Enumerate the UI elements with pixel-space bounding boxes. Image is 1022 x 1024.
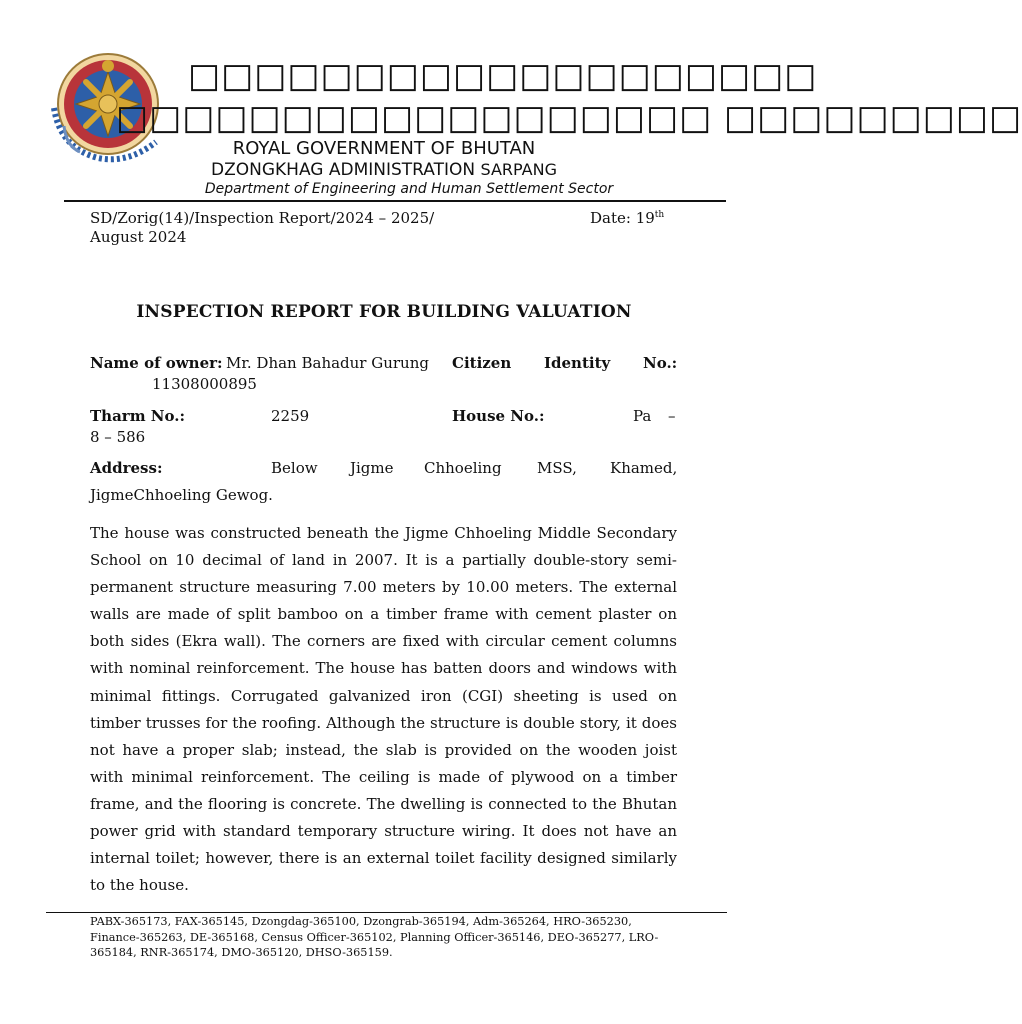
date-month-year: August 2024 <box>90 228 187 246</box>
date-label: Date: 19 <box>590 209 655 227</box>
address-word-3: Chhoeling <box>424 459 502 477</box>
building-description: The house was constructed beneath the Jigme Chhoeling Middle Secondary School on 10 decimal of land in 2007. It is a partially double-story semi-permanent structure measuring 7.00 meters by 10.00 meters. The external walls are made of split bamboo on a timber frame with cement plaster on both sides (Ekra wall). The corners are fixed with circular cement columns with nominal reinforcement. The house has batten doors and windows with minimal fittings. Corrugated galvanized iron (CGI) sheeting is used on timber trusses for the roofing. Although the structure is double story, it does not have a proper slab; instead, the slab is provided on the wooden joist with minimal reinforcement. The ceiling is made of plywood on a timber frame, and the flooring is concrete. The dwelling is connected to the Bhutan power grid with standard temporary structure wiring. It does not have an internal toilet; however, there is an external toilet facility designed similarly to the house. <box>90 524 677 895</box>
tharm-value: 2259 <box>271 407 310 425</box>
dzongkha-heading-line-1: □□□□□□□□□□□□□□□□□□□ <box>188 56 818 96</box>
address-word-1: Below <box>271 459 318 477</box>
date-suffix: th <box>654 210 665 220</box>
address-label: Address: <box>90 459 163 477</box>
address-word-2: Jigme <box>350 459 394 477</box>
government-title: ROYAL GOVERNMENT OF BHUTAN <box>232 138 536 159</box>
reference-number: SD/Zorig(14)/Inspection Report/2024 – 2025/ <box>90 209 435 227</box>
header-divider <box>64 200 726 202</box>
date <box>590 209 664 227</box>
footer-divider <box>46 912 727 913</box>
house-value-number: 8 – 586 <box>90 428 146 446</box>
cid-label-citizen: Citizen <box>452 354 512 372</box>
address-line-2: JigmeChhoeling Gewog. <box>90 486 273 504</box>
address-word-5: Khamed, <box>610 459 678 477</box>
address-word-4: MSS, <box>537 459 577 477</box>
sarpang: SARPANG <box>480 160 557 179</box>
dzongkhag-administration: DZONGKHAG ADMINISTRATION <box>211 160 476 180</box>
house-label: House No.: <box>452 407 545 425</box>
department-name: Department of Engineering and Human Settlement Sector <box>204 181 614 197</box>
owner-value: Mr. Dhan Bahadur Gurung <box>226 354 429 372</box>
house-value-dash: – <box>668 407 676 425</box>
cid-label-no: No.: <box>643 354 678 372</box>
dzongkha-heading-line-2: □□□□□□□□□□□□□□□□□□ □□□□□□□□□ <box>116 98 1022 138</box>
dzongkhag-line <box>0 160 768 180</box>
report-title: INSPECTION REPORT FOR BUILDING VALUATION <box>136 302 632 322</box>
cid-value: 11308000895 <box>152 375 257 393</box>
footer-contacts: PABX-365173, FAX-365145, Dzongdag-365100, Dzongrab-365194, Adm-365264, HRO-365230, Finance-365263, DE-365168, Census Officer-365102, Planning Officer-365146, DEO-365277, LRO-365184, RNR-365174, DMO-365120, DHSO-365159. <box>90 915 659 959</box>
cid-label-identity: Identity <box>544 354 611 372</box>
owner-label: Name of owner: <box>90 354 223 372</box>
house-value-prefix: Pa <box>633 407 652 425</box>
tharm-label: Tharm No.: <box>90 407 185 425</box>
